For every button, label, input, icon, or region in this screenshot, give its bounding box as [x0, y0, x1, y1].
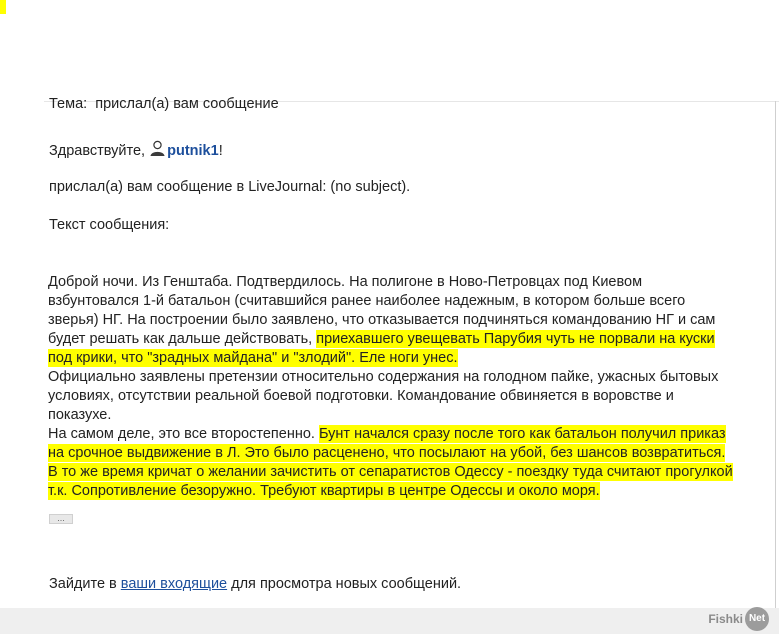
highlighted-text: Бунт начался сразу после того как батальон получил приказ — [318, 426, 726, 442]
user-profile-link[interactable] — [149, 143, 219, 159]
footer-line — [49, 575, 461, 594]
watermark-badge: Net — [745, 607, 769, 631]
username[interactable]: putnik1 — [167, 143, 219, 159]
content-right-border — [775, 101, 776, 608]
inbox-link[interactable]: ваши входящие — [120, 576, 228, 592]
message-line: показухе. — [48, 407, 112, 423]
highlighted-text: т.к. Сопротивление безоружно. Требуют квартиры в центре Одессы и около моря. — [48, 483, 600, 499]
message-line — [48, 349, 773, 368]
message-line — [48, 330, 773, 349]
corner-highlight-mark — [0, 0, 6, 14]
show-more-button[interactable]: ... — [49, 514, 73, 524]
subject-label: Тема: — [49, 96, 88, 112]
greeting-suffix: ! — [218, 143, 223, 159]
sent-notice: прислал(а) вам сообщение в LiveJournal: (no subject). — [49, 179, 411, 195]
message-line: взбунтовался 1-й батальон (считавшийся ранее наиболее надежным, в котором больше всего — [48, 293, 686, 309]
message-text: зверья) НГ. На построении было заявлено, что отказывается подчиняться командованию НГ и сам — [48, 312, 716, 328]
message-line: условиях, отсутствии реальной боевой подготовки. Командование обвиняется в воровстве и — [48, 388, 674, 404]
highlighted-text: на срочное выдвижение в Л. Это было расценено, что посылают на убой, без шансов возвратиться. — [48, 445, 726, 461]
message-body — [48, 273, 773, 501]
message-line — [48, 482, 773, 501]
highlighted-text: под крики, что "зрадных майдана" и "злодий". Еле ноги унес. — [48, 350, 458, 366]
message-line — [48, 463, 773, 482]
message-text-label: Текст сообщения: — [49, 217, 170, 233]
watermark-text: Fishki — [708, 612, 743, 626]
watermark — [708, 607, 769, 631]
message-line: Доброй ночи. Из Генштаба. Подтвердилось. На полигоне в Ново-Петровцах под Киевом — [48, 274, 643, 290]
message-line: Официально заявлены претензии относительно содержания на голодном пайке, ужасных бытовых — [48, 369, 719, 385]
greeting-prefix: Здравствуйте, — [49, 143, 146, 159]
message-line — [48, 444, 773, 463]
footer-suffix: для просмотра новых сообщений. — [231, 576, 462, 592]
message-line — [48, 311, 773, 330]
subject-line — [49, 95, 279, 114]
highlighted-text: В то же время кричат о желании зачистить от сепаратистов Одессу - поездку туда считают прогулкой — [48, 464, 733, 480]
highlighted-text: приехавшего увещевать Парубия чуть не порвали на куски — [316, 331, 715, 347]
bottom-bar — [0, 608, 779, 634]
message-text: На самом деле, это все второстепенно. — [48, 426, 319, 442]
footer-prefix: Зайдите в — [49, 576, 117, 592]
subject-value: прислал(а) вам сообщение — [95, 96, 279, 112]
greeting-line — [49, 140, 223, 163]
message-line — [48, 425, 773, 444]
user-icon[interactable] — [149, 140, 166, 163]
message-text: будет решать как дальше действовать, — [48, 331, 317, 347]
